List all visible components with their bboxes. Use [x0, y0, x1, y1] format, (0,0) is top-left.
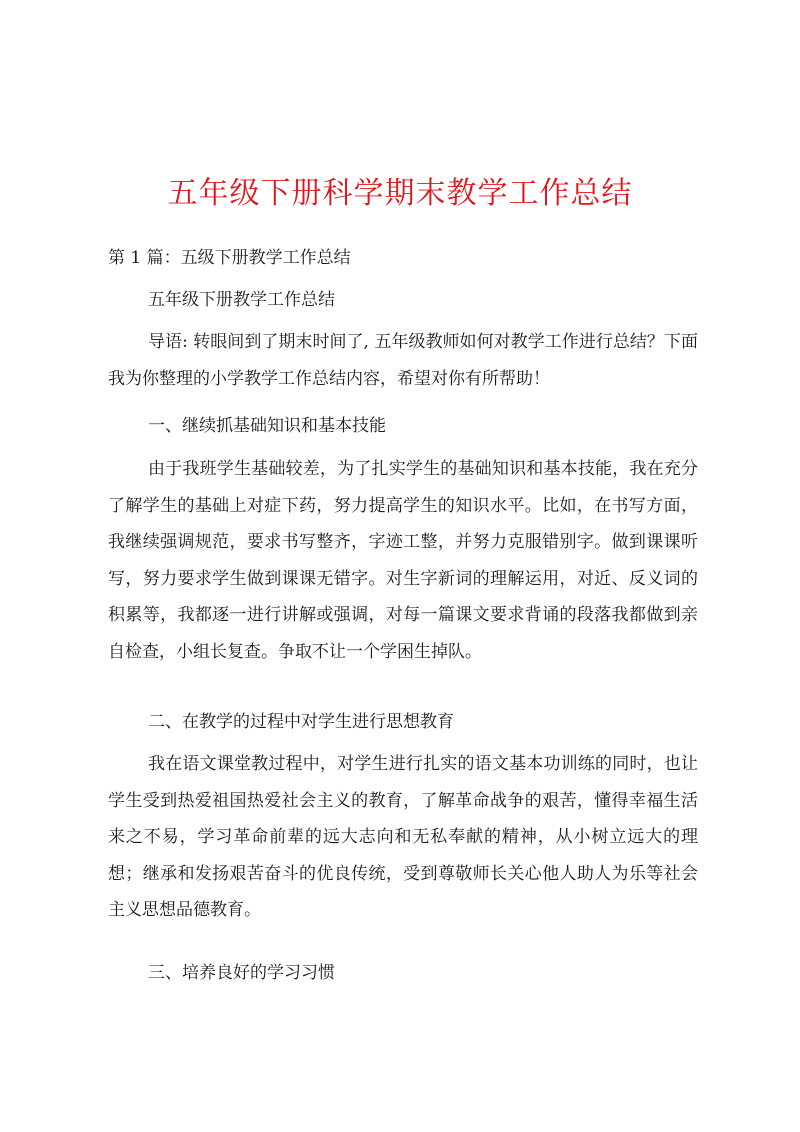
document-title: 五年级下册科学期末教学工作总结: [167, 176, 633, 211]
section-2-heading: 二、在教学的过程中对学生进行思想教育: [148, 712, 454, 732]
section-3-heading: 三、培养良好的学习习惯: [148, 963, 335, 983]
intro-paragraph: 导语: 转眼间到了期末时间了, 五年级教师如何对教学工作进行总结？下面我为你整理的小学教学工作总结内容，希望对你有所帮助！: [108, 332, 698, 389]
chapter-heading: 第 1 篇：五级下册教学工作总结: [108, 248, 351, 268]
section-1-body: 由于我班学生基础较差，为了扎实学生的基础知识和基本技能，我在充分了解学生的基础上对症下药，努力提高学生的知识水平。比如，在书写方面，我继续强调规范，要求书写整齐，字迹工整，并努力克服错别字。做到课课听写，努力要求学生做到课课无错字。对生字新词的理解运用，对近、反义词的积累等，我都逐一进行讲解或强调，对每一篇课文要求背诵的段落我都做到亲自检查，小组长复查。争取不让一个学困生掉队。: [108, 459, 698, 662]
section-1-heading: 一、继续抓基础知识和基本技能: [148, 416, 386, 436]
subtitle: 五年级下册教学工作总结: [148, 290, 335, 310]
section-2-body: 我在语文课堂教过程中，对学生进行扎实的语文基本功训练的同时，也让学生受到热爱祖国热爱社会主义的教育，了解革命战争的艰苦，懂得幸福生活来之不易，学习革命前辈的远大志向和无私奉献的精神，从小树立远大的理想；继承和发扬艰苦奋斗的优良传统，受到尊敬师长关心他人助人为乐等社会主义思想品德教育。: [108, 754, 698, 920]
